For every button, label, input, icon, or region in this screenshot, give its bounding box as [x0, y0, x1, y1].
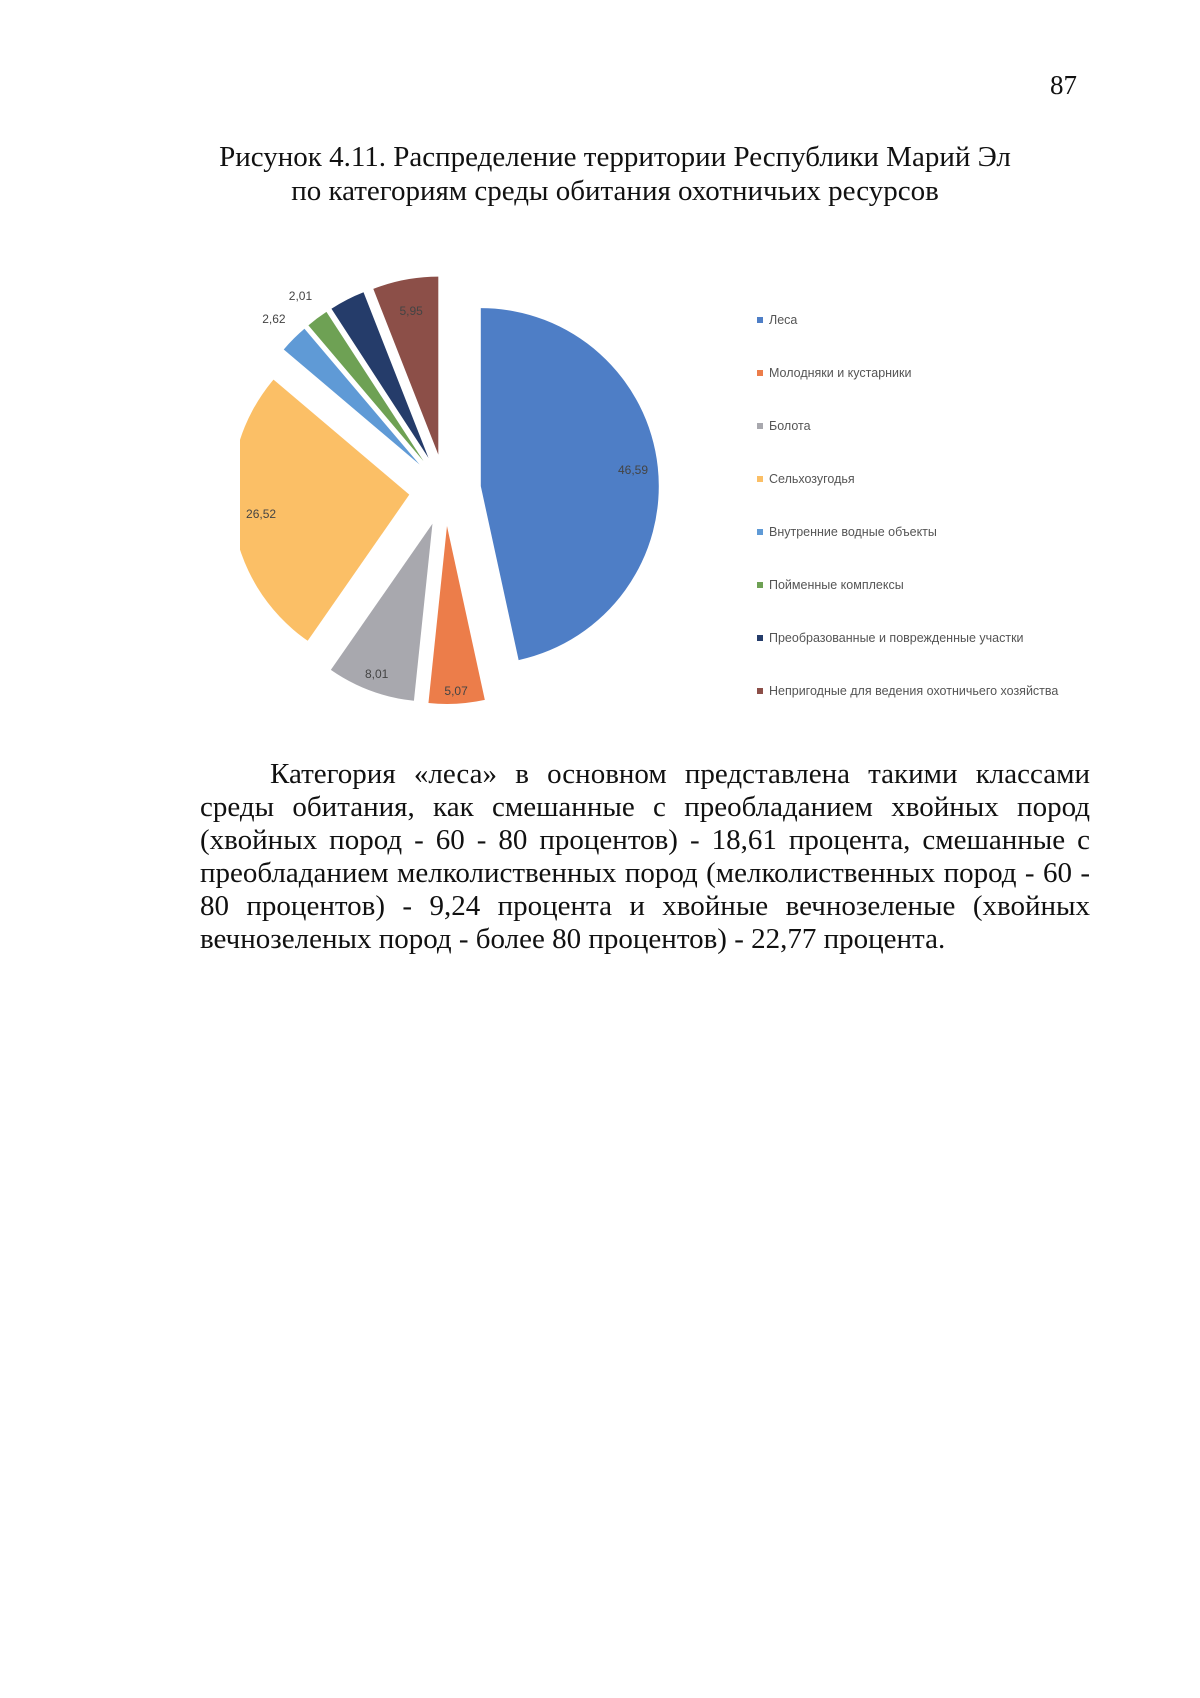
- legend-item-2: [757, 418, 1058, 471]
- legend-item-4: [757, 524, 1058, 577]
- legend-item-1: [757, 365, 1058, 418]
- figure-caption: [200, 140, 1030, 208]
- legend-label-3: Сельхозугодья: [769, 472, 855, 486]
- pie-slice-0: [481, 308, 659, 660]
- legend-swatch-2: [757, 423, 763, 429]
- page-number: 87: [1050, 70, 1077, 100]
- caption-line-2: по категориям среды обитания охотничьих ресурсов: [291, 175, 939, 207]
- pie-chart: [240, 270, 1090, 740]
- legend-item-0: [757, 312, 1058, 365]
- pie-data-label-3: 26,52: [246, 507, 277, 522]
- pie-data-label-2: 8,01: [364, 666, 389, 681]
- chart-legend: [757, 312, 1058, 736]
- legend-item-6: [757, 630, 1058, 683]
- legend-swatch-4: [757, 529, 763, 535]
- legend-swatch-6: [757, 635, 763, 641]
- legend-swatch-5: [757, 582, 763, 588]
- legend-label-6: Преобразованные и поврежденные участки: [769, 631, 1024, 645]
- legend-label-0: Леса: [769, 313, 798, 327]
- legend-label-1: Молодняки и кустарники: [769, 366, 912, 380]
- legend-label-4: Внутренние водные объекты: [769, 525, 937, 539]
- pie-data-label-1: 5,07: [444, 684, 468, 699]
- legend-swatch-7: [757, 688, 763, 694]
- legend-item-3: [757, 471, 1058, 524]
- legend-swatch-0: [757, 317, 763, 323]
- pie-data-label-7: 5,95: [399, 304, 423, 319]
- pie-data-label-4: 2,62: [262, 311, 286, 326]
- legend-label-2: Болота: [769, 419, 811, 433]
- legend-swatch-3: [757, 476, 763, 482]
- pie-data-label-5: 2,01: [288, 288, 313, 303]
- legend-item-7: [757, 683, 1058, 736]
- legend-label-7: Непригодные для ведения охотничьего хозяйства: [769, 684, 1059, 698]
- pie-data-label-0: 46,59: [617, 462, 649, 477]
- body-paragraph: Категория «леса» в основном представлена такими классами среды обитания, как смешанные с преобладанием хвойных пород (хвойных пород - 60 - 80 процентов) - 18,61 процента, смешанные с преобладанием мелколиственных пород (мелколиственных пород - 60 - 80 процентов) - 9,24 процента и хвойные вечнозеленые (хвойных вечнозеленых пород - более 80 процентов) - 22,77 процента.: [200, 758, 1090, 955]
- legend-label-5: Пойменные комплексы: [769, 578, 904, 592]
- pie-slice-1: [428, 526, 484, 704]
- caption-line-1: Рисунок 4.11. Распределение территории Республики Марий Эл: [219, 141, 1011, 173]
- legend-item-5: [757, 577, 1058, 630]
- legend-swatch-1: [757, 370, 763, 376]
